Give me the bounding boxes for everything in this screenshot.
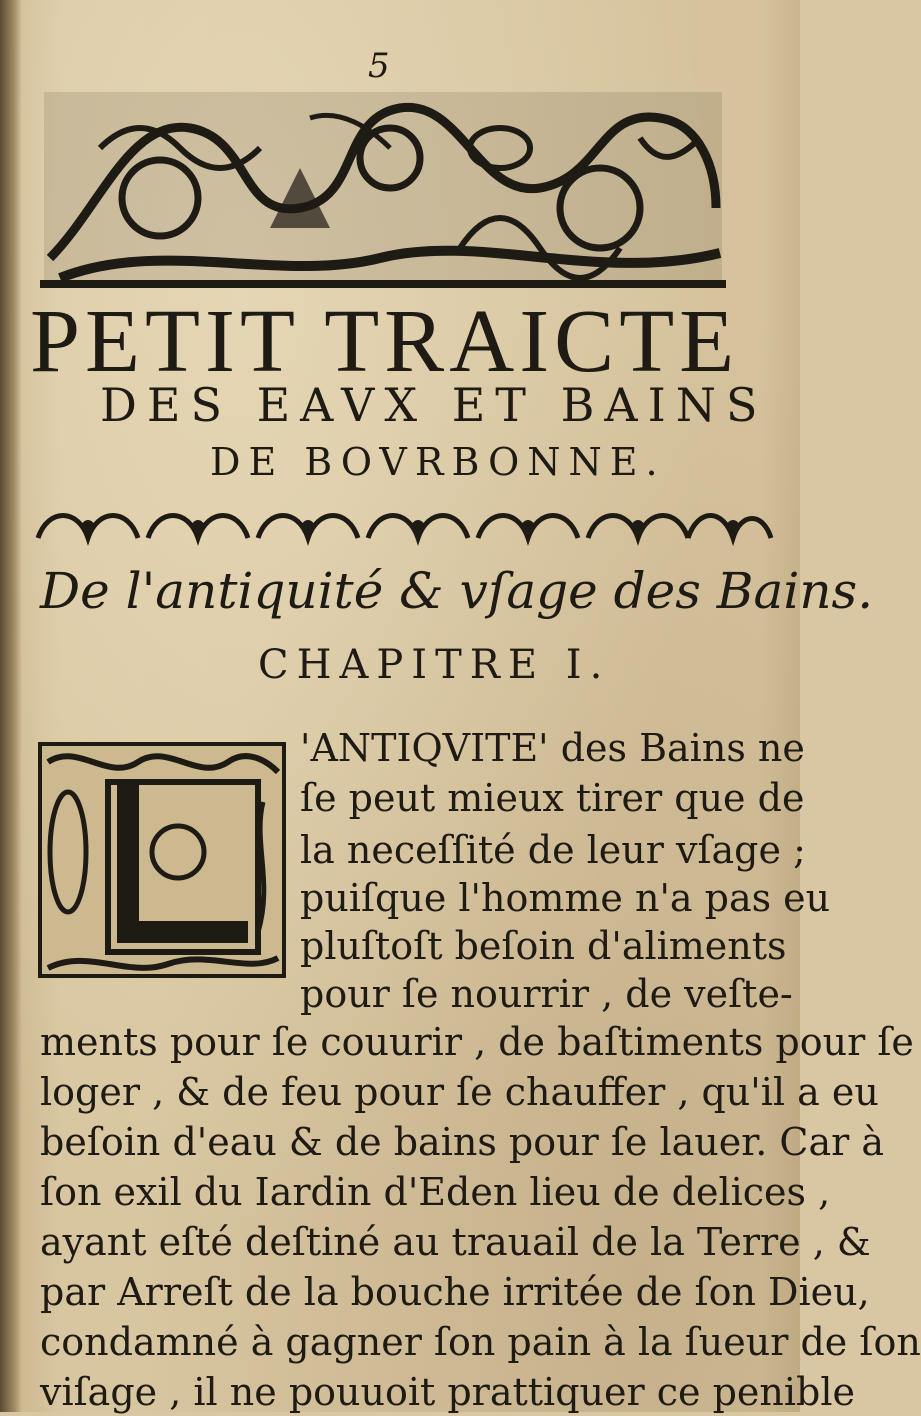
body-line: pour ſe nourrir , de veſte-: [300, 972, 793, 1016]
body-line: ments pour ſe couurir , de baſtiments pour ſe: [40, 1020, 914, 1064]
body-line: loger , & de feu pour ſe chauffer , qu'il a eu: [40, 1070, 879, 1114]
decorated-initial-L-icon: [38, 742, 286, 978]
title-line-3: DE BOVRBONNE.: [210, 440, 666, 484]
binding-gutter: [0, 0, 22, 1412]
body-line: beſoin d'eau & de bains pour ſe lauer. Car à: [40, 1120, 885, 1164]
body-line: ayant eſté deſtiné au trauail de la Terre , &: [40, 1220, 871, 1264]
body-line: par Arreſt de la bouche irritée de ſon Dieu,: [40, 1270, 870, 1314]
body-line: la neceſſité de leur vſage ;: [300, 828, 806, 872]
body-line: puiſque l'homme n'a pas eu: [300, 876, 831, 920]
chapter-heading: CHAPITRE I.: [258, 642, 611, 688]
body-line: ſon exil du Iardin d'Eden lieu de delices ,: [40, 1170, 831, 1214]
body-line: pluſtoſt beſoin d'aliments: [300, 924, 787, 968]
title-main: PETIT TRAICTE: [30, 292, 740, 391]
body-line: condamné à gagner ſon pain à la ſueur de ſon: [40, 1320, 921, 1364]
body-line: 'ANTIQVITE' des Bains ne: [300, 726, 805, 770]
body-line: viſage , il ne pouuoit prattiquer ce penible: [40, 1370, 855, 1414]
body-line: ſe peut mieux tirer que de: [300, 776, 805, 820]
page-number: 5: [368, 46, 390, 86]
fleuron-ornament-band: [28, 498, 778, 550]
section-title: De l'antiquité & vſage des Bains.: [40, 562, 874, 620]
title-line-2: DES EAVX ET BAINS: [100, 378, 768, 432]
woodcut-headpiece-ornament: [40, 88, 726, 288]
